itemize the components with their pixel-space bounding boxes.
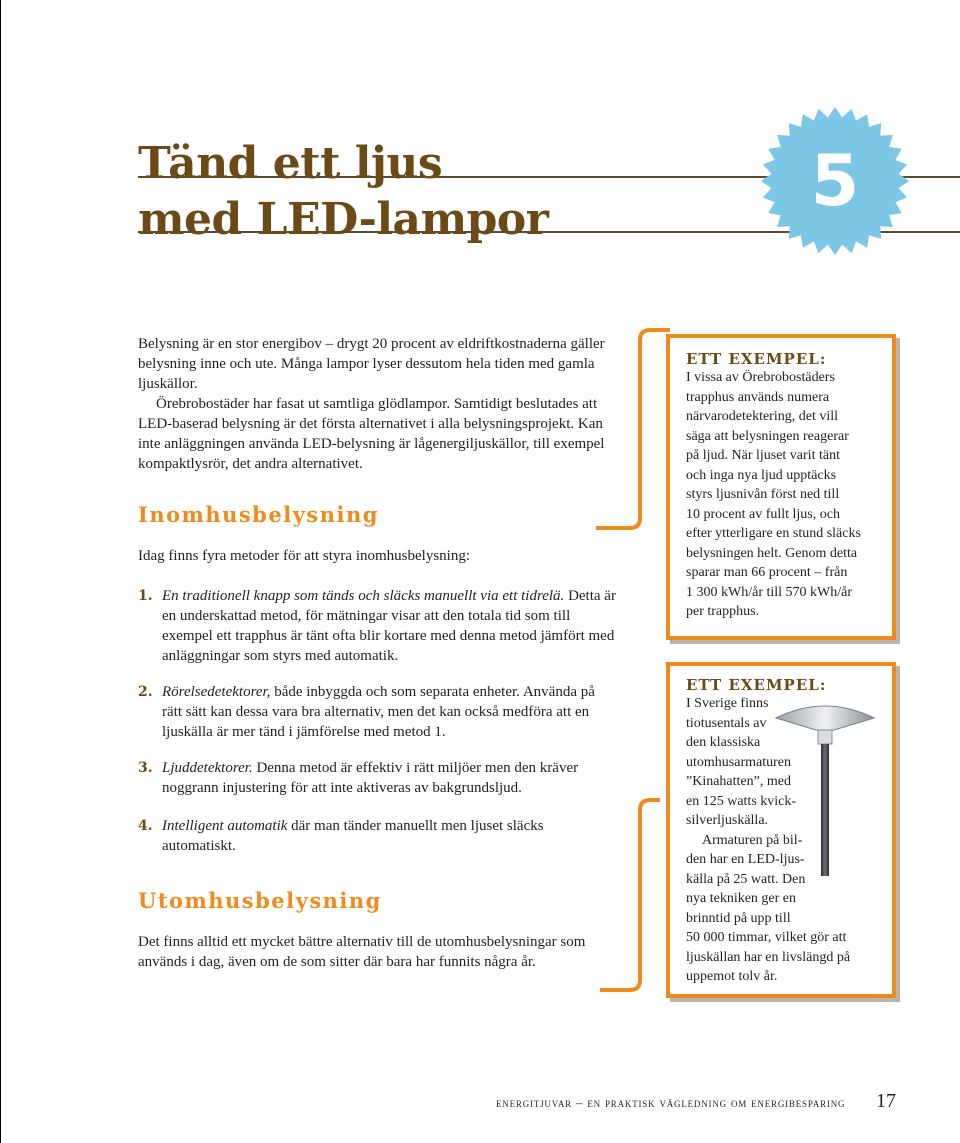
- example-box-1-line: 1 300 kWh/år till 570 kWh/år: [686, 584, 853, 600]
- example-box-1-line: och inga nya ljud upptäcks: [686, 467, 837, 483]
- list-item-text: både inbyggda och som separata enheter. Använda på rätt sätt kan dessa vara bra alternativ, men det kan också medföra att en ljuskälla är mer tänd i jämförelse med metod 1.: [162, 684, 595, 740]
- page-number: 17: [876, 1090, 896, 1112]
- example-box-1-text: [686, 368, 892, 622]
- example-box-1-line: sparar man 66 procent – från: [686, 565, 848, 580]
- list-item: [138, 586, 618, 666]
- example-box-2-line: nya tekniken ger en: [686, 891, 797, 906]
- example-box-2-line: Armaturen på bil-: [702, 832, 803, 848]
- example-box-1-line: per trapphus.: [686, 604, 760, 619]
- street-lamp-icon: [770, 696, 880, 876]
- example-box-1-line: på ljud. När ljuset varit tänt: [686, 448, 840, 463]
- chapter-number: 5: [810, 140, 860, 222]
- list-item: [138, 682, 618, 742]
- list-item: [138, 816, 618, 856]
- example-box-2-line: ”Kinahatten”, med: [686, 774, 791, 789]
- section-heading-outdoor: Utomhusbelysning: [138, 888, 382, 913]
- list-item-number: 4.: [138, 818, 153, 834]
- example-box-2-line: I Sverige finns: [686, 696, 769, 711]
- example-box-2-line: den har en LED-ljus-: [686, 852, 805, 867]
- chapter-badge: [760, 106, 910, 256]
- list-item-text: Detta är en underskattad metod, för mätningar visar att den totala tid som till exempel ett trapphus är tänt ofta blir kortare med denna metod jämfört med anläggningar som styrs med automatik.: [162, 588, 616, 664]
- list-item-title: Intelligent automatik: [162, 818, 288, 834]
- page-title-line1: Tänd ett ljus: [138, 138, 443, 189]
- running-footer: energitjuvar – en praktisk vägledning om energibesparing: [496, 1095, 846, 1110]
- section-heading-indoor: Inomhusbelysning: [138, 502, 379, 527]
- example-box-2: [666, 662, 896, 998]
- list-item-number: 2.: [138, 684, 153, 700]
- example-box-2-line: silverljuskälla.: [686, 813, 769, 828]
- list-item-title: Ljuddetektorer.: [162, 760, 253, 776]
- example-box-1-line: belysningen helt. Genom detta: [686, 545, 858, 561]
- page-title-line2: med LED-lampor: [138, 194, 549, 245]
- list-item-number: 1.: [138, 588, 153, 604]
- example-box-2-line: 50 000 timmar, vilket gör att: [686, 930, 847, 945]
- list-item-text: Denna metod är effektiv i rätt miljöer men den kräver noggrann injustering för att inte aktiveras av bakgrundsljud.: [162, 760, 579, 796]
- example-box-1-line: I vissa av Örebrobostäders: [686, 370, 835, 385]
- example-box-2-line: ljuskällan har en livslängd på: [686, 949, 851, 965]
- page-title: [138, 136, 548, 248]
- example-box-2-line: den klassiska: [686, 735, 761, 750]
- list-item-title: Rörelsedetektorer,: [162, 684, 271, 700]
- example-box-1-line: närvarodetektering, det vill: [686, 409, 838, 424]
- example-box-1-line: efter ytterligare en stund släcks: [686, 526, 861, 541]
- example-box-1-line: styrs ljusnivån först ned till: [686, 487, 840, 502]
- example-box-1-heading: ETT EXEMPEL:: [686, 350, 827, 368]
- example-box-2-line: uppemot tolv år.: [686, 969, 778, 984]
- outdoor-paragraph: Det finns alltid ett mycket bättre alternativ till de utomhusbelysningar som används i dag, även om de som sitter där bara har funnits några år.: [138, 934, 586, 970]
- list-item: [138, 758, 618, 798]
- callout-connectors: [560, 300, 680, 1020]
- example-box-2-heading: ETT EXEMPEL:: [686, 676, 827, 694]
- example-box-2-line: källa på 25 watt. Den: [686, 871, 806, 887]
- intro-paragraph-2: Örebrobostäder har fasat ut samtliga glödlampor. Samtidigt beslutades att LED-baserad belysning är det första alternativet i alla belysningsprojekt. Kan inte anläggningen använda LED-belysning är lågenergiljuskällor, till exempel kompaktlysrör, det andra alternativet.: [138, 396, 605, 472]
- page-edge: [0, 0, 6, 1143]
- example-box-1: [666, 334, 896, 640]
- example-box-1-line: trapphus används numera: [686, 389, 830, 405]
- example-box-1-line: säga att belysningen reagerar: [686, 428, 849, 444]
- intro-paragraph-1: Belysning är en stor energibov – drygt 20 procent av eldriftkostnaderna gäller belysning inne och ute. Många lampor lyser dessutom hela tiden med gamla ljuskällor.: [138, 336, 605, 392]
- list-item-number: 3.: [138, 760, 153, 776]
- example-box-2-line: utomhusarmaturen: [686, 754, 791, 770]
- example-box-2-line: brinntid på upp till: [686, 910, 791, 926]
- example-box-2-line: en 125 watts kvick-: [686, 793, 797, 809]
- example-box-2-line: tiotusentals av: [686, 715, 767, 731]
- example-box-1-line: 10 procent av fullt ljus, och: [686, 506, 840, 522]
- indoor-intro: Idag finns fyra metoder för att styra inomhusbelysning:: [138, 548, 471, 564]
- list-item-text: där man tänder manuellt men ljuset släcks automatiskt.: [162, 818, 544, 854]
- list-item-title: En traditionell knapp som tänds och släcks manuellt via ett tidrelä.: [162, 588, 565, 604]
